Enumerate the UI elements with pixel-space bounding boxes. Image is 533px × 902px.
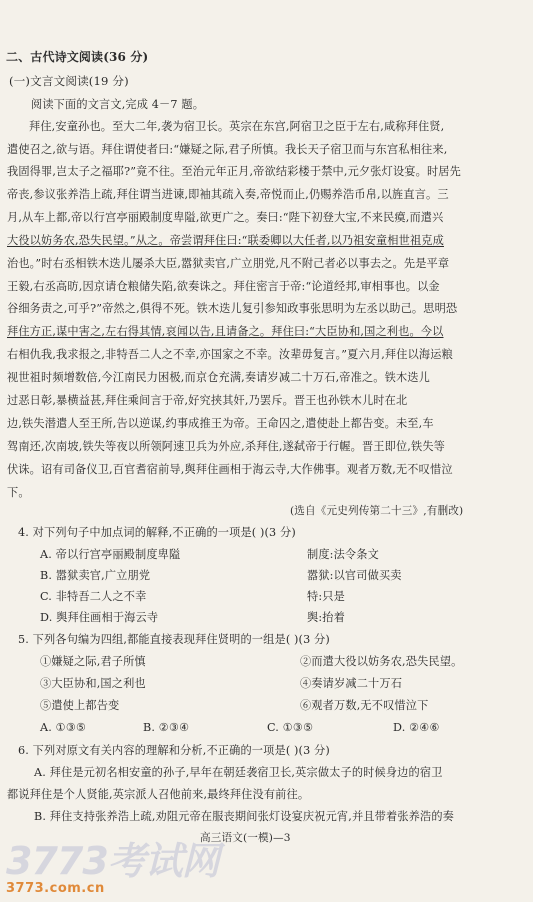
- passage-line: 伏诛。诏有司备仪卫,百官耆宿前导,舆拜住画相于海云寺,大作佛事。观者万数,无不叹惜泣: [7, 463, 453, 476]
- q4-option-a: A. 帝以行宫亭丽殿制度卑隘: [40, 548, 181, 561]
- q5-choice-d: D. ②④⑥: [393, 721, 440, 734]
- q5-choice-a: A. ①③⑤: [40, 721, 87, 734]
- passage-line: 拜住,安童孙也。至大二年,袭为宿卫长。英宗在东宫,阿宿卫之臣于左右,咸称拜住贤,: [29, 120, 445, 133]
- subsection-title: (一)文言文阅读(19 分): [9, 74, 129, 88]
- passage-line: 月,从车上都,帝以行宫亭丽殿制度卑隘,欲更广之。奏曰:“陛下初登大宝,不来民瘼,而遣兴: [7, 211, 444, 224]
- passage-line: 边,铁失潜遣人至王所,告以逆谋,约事成推王为帝。王命囚之,遣使赴上都告变。未至,车: [7, 417, 434, 430]
- q5-item-6: ⑥观者万数,无不叹惜泣下: [300, 699, 429, 712]
- passage-line: 治也。”时右丞相铁木迭儿屡杀大臣,嚣狱卖官,广立朋党,凡不附己者必以事去之。先是平章: [7, 257, 450, 270]
- q5-item-5: ⑤遣使上都告变: [40, 699, 120, 712]
- q4-option-c: C. 非特吾二人之不幸: [40, 590, 147, 603]
- question-6-stem: 6. 下列对原文有关内容的理解和分析,不正确的一项是( )(3 分): [18, 744, 330, 757]
- section-title: 二、古代诗文阅读(36 分): [6, 50, 149, 64]
- q5-item-3: ③大臣协和,国之利也: [40, 677, 146, 690]
- passage-line: 过恶日彰,暴横益甚,拜住乘间言于帝,好究挟其奸,乃罢斥。晋王也孙铁木儿时在北: [7, 394, 408, 407]
- passage-line: 大役以妨务农,恐失民望。”从之。帝尝谓拜住曰:“联委卿以大任者,以乃祖安童相世祖克成: [7, 234, 444, 247]
- page-footer: 高三语文(一模)—3: [200, 832, 291, 844]
- q4-option-d: D. 舆拜住画相于海云寺: [40, 611, 159, 624]
- watermark-logo-text: 3773考试网: [6, 839, 219, 883]
- q5-item-1: ①嫌疑之际,君子所慎: [40, 655, 146, 668]
- passage-line: 王毅,右丞高昉,因京请仓粮储失陷,欲奏诛之。拜住密言于帝:“论道经邦,审相事也。以金: [7, 280, 440, 293]
- passage-line: 遣使召之,欲与语。拜住谓使者曰:“嫌疑之际,君子所慎。我长天子宿卫而与东宫私相往来,: [7, 143, 448, 156]
- q5-item-4: ④奏请岁减二十万石: [300, 677, 403, 690]
- instruction: 阅读下面的文言文,完成 4－7 题。: [31, 98, 205, 111]
- passage-line: 下。: [7, 486, 30, 499]
- passage-line: 谷细务责之,可乎?”帝然之,俱得不死。铁木迭儿复引参知政事张思明为左丞以助己。思明恐: [7, 302, 458, 315]
- q5-choice-b: B. ②③④: [143, 721, 190, 734]
- q4-option-b-gloss: 嚣狱:以官司做买卖: [307, 569, 402, 582]
- watermark-logo: [6, 839, 219, 896]
- passage-line: 右相仇我,我求报之,非特吾二人之不幸,亦国家之不幸。汝辈毋复言。”夏六月,拜住以海运粮: [7, 348, 453, 361]
- passage-line: 拜住方正,谋中害之,左右得其情,哀闻以告,且请备之。拜住曰:“大臣协和,国之利也。今以: [7, 325, 444, 338]
- q5-choice-c: C. ①③⑤: [267, 721, 314, 734]
- passage-line: 帝丧,参议张养浩上疏,拜住谓当进谏,即袖其疏入奏,帝悦而止,仍赐养浩币帛,以旌直言。三: [7, 188, 449, 201]
- source-citation: (选自《元史列传第二十三》,有删改): [290, 505, 464, 517]
- question-4-stem: 4. 对下列句子中加点词的解释,不正确的一项是( )(3 分): [18, 526, 296, 539]
- q6-option-line: A. 拜住是元初名相安童的孙子,早年在朝廷袭宿卫长,英宗做太子的时候身边的宿卫: [34, 766, 443, 779]
- q5-item-2: ②而遣大役以妨务农,恐失民望。: [300, 655, 463, 668]
- q4-option-b: B. 嚣狱卖官,广立朋党: [40, 569, 151, 582]
- question-5-stem: 5. 下列各句编为四组,都能直接表现拜住贤明的一组是( )(3 分): [18, 633, 330, 646]
- q6-option-line: 都说拜住是个人贤能,英宗派人召他前来,最终拜住没有前往。: [7, 788, 310, 801]
- watermark-site: 3773.com.cn: [6, 881, 105, 896]
- q6-option-line: B. 拜住支持张养浩上疏,劝阻元帝在服丧期间张灯设宴庆祝元宵,并且带着张养浩的奏: [34, 810, 455, 823]
- passage-line: 视世祖时频增数倍,今江南民力困极,而京仓充满,奏请岁减二十万石,帝准之。铁木迭儿: [7, 371, 430, 384]
- passage-line: 驾南还,次南坡,铁失等夜以所领阿速卫兵为外应,杀拜住,遂弑帝于行幄。晋王即位,铁失等: [7, 440, 446, 453]
- passage-line: 我固得罪,岂太子之福耶?”竟不往。至治元年正月,帝欲结彩楼于禁中,元夕张灯设宴。时居先: [7, 165, 461, 178]
- q4-option-a-gloss: 制度:法令条文: [307, 548, 379, 561]
- q4-option-d-gloss: 舆:抬着: [307, 611, 345, 624]
- q4-option-c-gloss: 特:只是: [307, 590, 345, 603]
